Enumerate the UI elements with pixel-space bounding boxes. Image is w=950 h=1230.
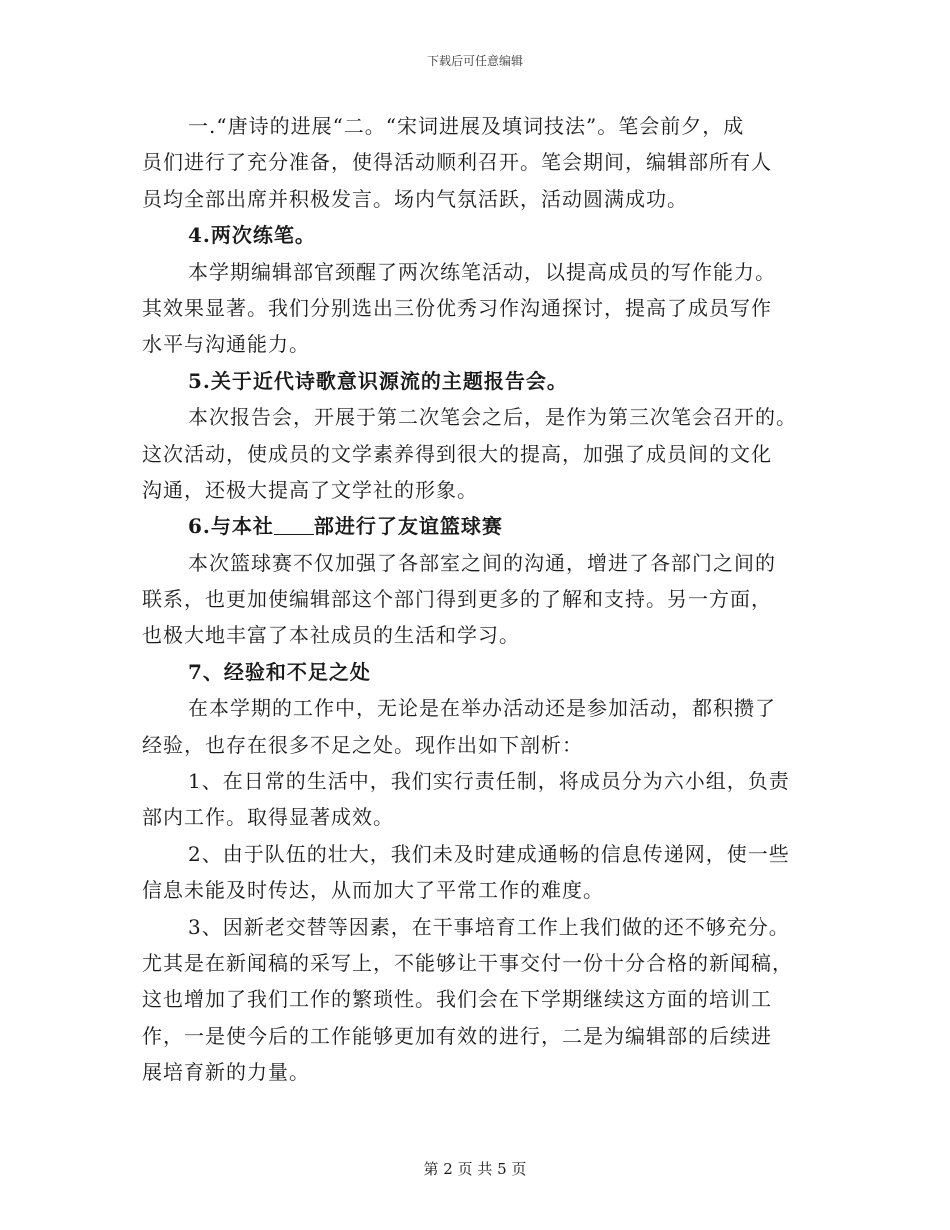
body-line: 水平与沟通能力。 xyxy=(142,332,310,357)
section-heading: 5.关于近代诗歌意识源流的主题报告会。 xyxy=(188,368,568,393)
body-line: 信息未能及时传达，从而加大了平常工作的难度。 xyxy=(142,878,604,903)
body-line: 也极大地丰富了本社成员的生活和学习。 xyxy=(142,623,520,648)
section-heading: 7、经验和不足之处 xyxy=(188,659,371,684)
body-line: 联系，也更加使编辑部这个部门得到更多的了解和支持。另一方面， xyxy=(142,587,772,612)
body-line: 这次活动，使成员的文学素养得到很大的提高，加强了成员间的文化 xyxy=(142,441,772,466)
body-line: 本学期编辑部官颈醒了两次练笔活动，以提高成员的写作能力。 xyxy=(188,259,776,284)
body-line: 部内工作。取得显著成效。 xyxy=(142,805,394,830)
page-header: 下载后可任意编辑 xyxy=(426,54,523,68)
heading-part: 6.与本社 xyxy=(188,514,274,539)
section-heading: 4.两次练笔。 xyxy=(188,223,316,248)
body-line: 1、在日常的生活中，我们实行责任制，将成员分为六小组，负责 xyxy=(188,769,790,794)
body-line: 员均全部出席并积极发言。场内气氛活跃，活动圆满成功。 xyxy=(142,186,688,211)
body-line: 尤其是在新闻稿的采写上，不能够让干事交付一份十分合格的新闻稿， xyxy=(142,950,793,975)
body-line: 作，一是使今后的工作能够更加有效的进行，二是为编辑部的后续进 xyxy=(142,1023,772,1048)
document-body xyxy=(142,108,808,1091)
section-heading xyxy=(142,508,808,544)
blank-underline xyxy=(274,514,314,535)
body-line: 3、因新老交替等因素，在干事培育工作上我们做的还不够充分。 xyxy=(188,914,790,939)
body-line: 员们进行了充分准备，使得活动顺利召开。笔会期间，编辑部所有人 xyxy=(142,150,772,175)
body-line: 一.“唐诗的进展“二。“宋词进展及填词技法”。笔会前夕，成 xyxy=(188,114,745,138)
body-line: 经验，也存在很多不足之处。现作出如下剖析： xyxy=(142,732,583,757)
body-line: 2、由于队伍的壮大，我们未及时建成通畅的信息传递网，使一些 xyxy=(188,841,790,866)
body-line: 其效果显著。我们分别选出三份优秀习作沟通探讨，提高了成员写作 xyxy=(142,295,772,320)
page-footer: 第 2 页 共 5 页 xyxy=(423,1160,527,1178)
body-line: 展培育新的力量。 xyxy=(142,1060,310,1085)
body-line: 这也增加了我们工作的繁琐性。我们会在下学期继续这方面的培训工 xyxy=(142,987,772,1012)
body-line: 在本学期的工作中，无论是在举办活动还是参加活动，都积攒了 xyxy=(188,696,776,721)
body-line: 沟通，还极大提高了文学社的形象。 xyxy=(142,477,478,502)
body-line: 本次篮球赛不仅加强了各部室之间的沟通，增进了各部门之间的 xyxy=(188,550,776,575)
heading-part: 部进行了友谊篮球赛 xyxy=(313,514,503,539)
body-line: 本次报告会，开展于第二次笔会之后，是作为第三次笔会召开的。 xyxy=(188,405,797,430)
